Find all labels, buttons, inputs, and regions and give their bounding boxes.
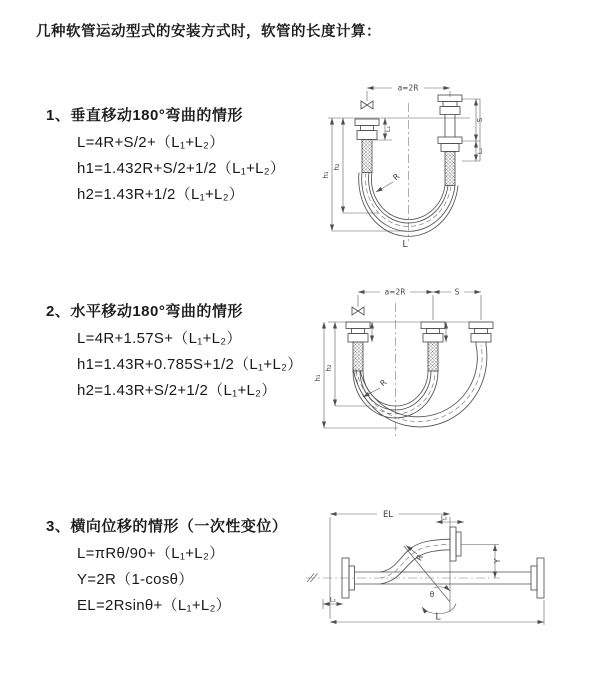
section-3-heading: 3、横向位移的情形（一次性变位） (46, 518, 288, 535)
valve-icon (352, 307, 364, 315)
dim-label-offset-y: Y (493, 558, 502, 564)
dim-label-radius: R (414, 553, 426, 563)
diagram1-dimension-lines (328, 88, 480, 231)
dim-label-span: a=2R (397, 83, 419, 93)
dim-label-fitting1: L₁ (384, 125, 392, 133)
diagram-lateral-displacement (298, 500, 598, 640)
diagram3-hose-drawing (342, 527, 544, 598)
dim-label-stroke: S (454, 287, 460, 297)
section-2-heading: 2、水平移动180°弯曲的情形 (46, 303, 243, 320)
dim-label-fitting1: L₁ (329, 595, 337, 604)
diagram-vertical-180-bend (310, 75, 600, 250)
section-1-formula-h1: h1=1.432R+S/2+1/2（L₁+L₂） (77, 160, 286, 177)
diagram3-dimension-lines (323, 514, 544, 625)
dim-label-length: L (402, 239, 408, 250)
section-3-formula-EL: EL=2Rsinθ+（L₁+L₂） (77, 597, 231, 614)
dim-label-fitting2: L₂ (440, 513, 448, 522)
section-1-heading: 1、垂直移动180°弯曲的情形 (46, 107, 243, 124)
dim-label-fitting2: L₂ (476, 147, 484, 155)
dim-label-angle: θ (429, 590, 435, 599)
dim-label-height1: h₁ (322, 171, 330, 179)
dim-label-height1: h₁ (314, 374, 322, 382)
section-2-formula-L: L=4R+1.57S+（L₁+L₂） (77, 330, 242, 347)
dim-label-radius: R (378, 377, 389, 389)
dim-label-span: a=2R (384, 287, 406, 297)
diagram2-hose-drawing (346, 307, 493, 427)
section-2-formula-h1: h1=1.43R+0.785S+1/2（L₁+L₂） (77, 356, 303, 373)
section-1-formula-h2: h2=1.43R+1/2（L₁+L₂） (77, 186, 245, 203)
section-3-formula-L: L=πRθ/90+（L₁+L₂） (77, 545, 225, 562)
dim-label-el: EL (382, 510, 394, 520)
dim-label-height2: h₂ (333, 163, 341, 171)
diagram3-centerline (306, 574, 500, 583)
section-3-formula-Y: Y=2R（1-cosθ） (77, 571, 194, 588)
valve-icon (361, 101, 373, 109)
section-2-formula-h2: h2=1.43R+S/2+1/2（L₁+L₂） (77, 382, 277, 399)
dim-label-stroke: S (476, 117, 484, 123)
dim-label-length: L (435, 611, 441, 623)
page-title: 几种软管运动型式的安装方式时，软管的长度计算： (36, 24, 381, 40)
section-1-formula-L: L=4R+S/2+（L₁+L₂） (77, 134, 225, 151)
dim-label-radius: R (391, 171, 402, 183)
dim-label-height2: h₂ (325, 364, 333, 372)
diagram-horizontal-180-bend (310, 278, 600, 443)
